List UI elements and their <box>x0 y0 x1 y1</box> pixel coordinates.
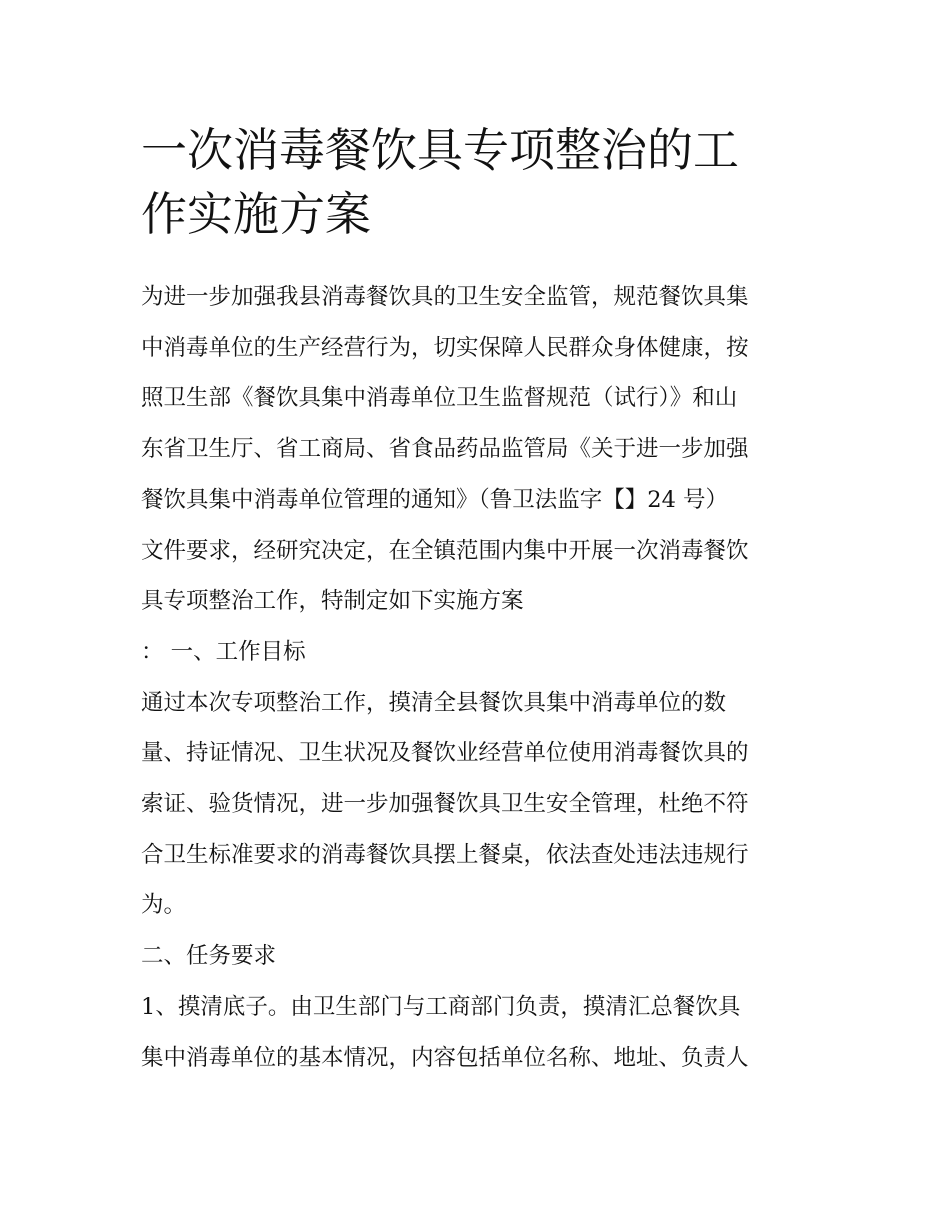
body-line: 通过本次专项整治工作，摸清全县餐饮具集中消毒单位的数 <box>141 689 727 716</box>
body-line: 集中消毒单位的基本情况，内容包括单位名称、地址、负责人 <box>141 1044 749 1071</box>
title-line-2: 作实施方案 <box>141 187 371 241</box>
body-line: 为进一步加强我县消毒餐饮具的卫生安全监管，规范餐饮具集 <box>141 284 749 310</box>
body-line: 餐饮具集中消毒单位管理的通知》（鲁卫法监字【】24 号） <box>141 486 729 513</box>
body-line: 量、持证情况、卫生状况及餐饮业经营单位使用消毒餐饮具的 <box>141 740 749 767</box>
body-line: 索证、验货情况，进一步加强餐饮具卫生安全管理，杜绝不符 <box>141 791 749 818</box>
body-line: 具专项整治工作，特制定如下实施方案 <box>141 588 524 615</box>
body-line: 照卫生部《餐饮具集中消毒单位卫生监督规范（试行）》和山 <box>141 385 738 412</box>
body-line: 中消毒单位的生产经营行为，切实保障人民群众身体健康，按 <box>141 334 749 361</box>
body-line: 合卫生标准要求的消毒餐饮具摆上餐桌，依法查处违法违规行 <box>141 841 749 868</box>
section-heading-2: 二、任务要求 <box>141 943 277 970</box>
body-line: 为。 <box>141 892 187 919</box>
title-line-1: 一次消毒餐饮具专项整治的工 <box>141 123 739 177</box>
document-page <box>141 118 821 1083</box>
body-line: 文件要求，经研究决定，在全镇范围内集中开展一次消毒餐饮 <box>141 537 749 564</box>
body-line: 东省卫生厅、省工商局、省食品药品监管局《关于进一步加强 <box>141 436 749 463</box>
section-heading-1: ： 一、工作目标 <box>141 638 306 665</box>
document-body <box>141 272 821 1083</box>
body-line: 1、摸清底子。由卫生部门与工商部门负责，摸清汇总餐饮具 <box>141 993 741 1020</box>
document-title <box>141 118 821 246</box>
